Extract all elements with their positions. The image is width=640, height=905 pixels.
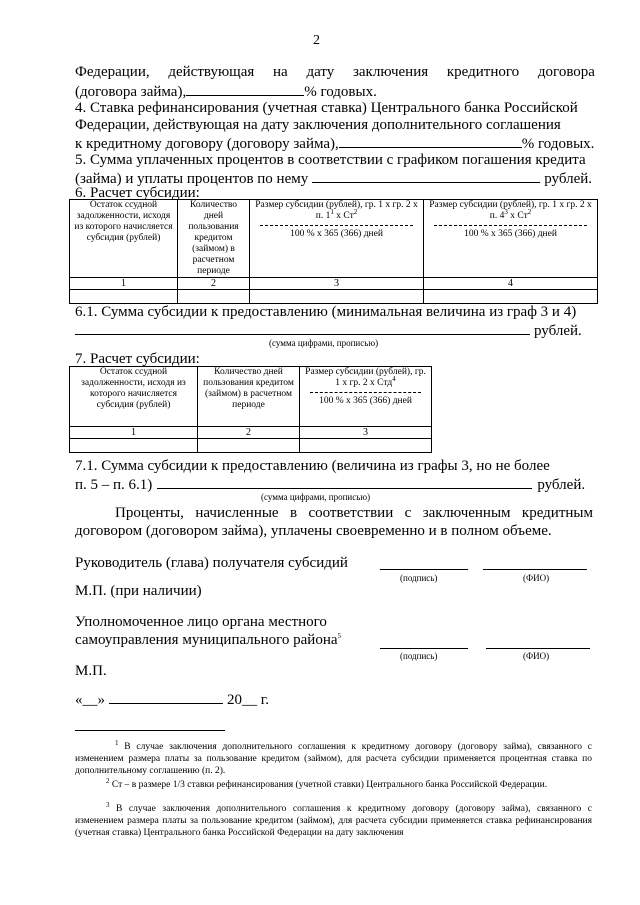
table7-col3-header bbox=[300, 367, 432, 427]
rate-blank-2 bbox=[339, 134, 522, 148]
table6-col4-header bbox=[424, 200, 598, 278]
table6-num-3: 3 bbox=[250, 278, 424, 290]
official-label-sup: 5 bbox=[337, 632, 342, 640]
item61-caption: (сумма цифрами, прописью) bbox=[269, 338, 379, 348]
table6-col4-top: Размер субсидии (рублей), гр. 1 х гр. 2 х п. 4 bbox=[429, 200, 592, 221]
head-label: Руководитель (глава) получателя субсидий bbox=[75, 555, 348, 571]
table6-col1-header: Остаток ссудной задолженности, исходя из которого начисляется субсидия (рублей) bbox=[70, 200, 178, 278]
table7-num-2: 2 bbox=[198, 427, 300, 439]
head-signature-line bbox=[380, 569, 468, 570]
p3-w5: заключения bbox=[352, 64, 429, 80]
head-fio-caption: (ФИО) bbox=[523, 573, 550, 583]
mp-label-2: М.П. bbox=[75, 663, 107, 679]
table6-value-row bbox=[70, 290, 598, 304]
table6-col3-divider bbox=[260, 225, 413, 226]
item71-line2-end: рублей. bbox=[537, 477, 586, 493]
table6-col3-mid: х Ст bbox=[333, 211, 354, 221]
table6-cell-4 bbox=[424, 290, 598, 304]
p3-w6: кредитного bbox=[446, 64, 520, 80]
table6-col4-sup: 3 bbox=[504, 207, 508, 216]
table6-col3-header bbox=[250, 200, 424, 278]
table6-col4-bottom: 100 % х 365 (366) дней bbox=[464, 229, 557, 239]
table6-col3-top: Размер субсидии (рублей), гр. 1 х гр. 2 х п. 1 bbox=[255, 200, 418, 221]
footnote-3-mark: 3 bbox=[106, 800, 110, 809]
footnote-1 bbox=[75, 738, 592, 777]
item7-title: 7. Расчет субсидии: bbox=[75, 351, 200, 367]
item4-line3-end: % годовых. bbox=[521, 136, 595, 152]
item4-line3-start: к кредитному договору (договору займа), bbox=[75, 136, 339, 152]
table6-num-2: 2 bbox=[178, 278, 250, 290]
item5-line2-end: рублей. bbox=[544, 171, 593, 187]
table7-col3-top: Размер субсидии (рублей), гр. 1 х гр. 2 х Стд bbox=[305, 367, 426, 388]
interest-line1: Проценты, начисленные в соответствии с заключенным кредитным bbox=[115, 505, 593, 521]
subsidy-amount-blank-2 bbox=[157, 475, 532, 489]
footnote-3-text: В случае заключения дополнительного соглашения к кредитному договору (договору займа), связанного с изменением размера платы за пользование кредитом (займом), для расчета субсидии применяется ставка рефинансирования (учетная ставка) Центрального банка Российской Федерации на дату заключения bbox=[75, 804, 592, 838]
p3-w7: договора bbox=[537, 64, 595, 80]
rate-blank-1 bbox=[186, 82, 304, 96]
table6-header-row bbox=[70, 200, 598, 278]
table6-num-1: 1 bbox=[70, 278, 178, 290]
table7-cell-2 bbox=[198, 439, 300, 453]
paid-interest-blank bbox=[312, 169, 540, 183]
item61-line1: 6.1. Сумма субсидии к предоставлению (минимальная величина из граф 3 и 4) bbox=[75, 304, 577, 320]
p3-w1: Федерации, bbox=[75, 64, 150, 80]
p3-line1 bbox=[75, 64, 595, 81]
item71-caption: (сумма цифрами, прописью) bbox=[261, 492, 371, 502]
p3-w3: на bbox=[273, 64, 288, 80]
table7-num-3: 3 bbox=[300, 427, 432, 439]
p3-w4: дату bbox=[306, 64, 335, 80]
footnote-1-mark: 1 bbox=[115, 738, 119, 747]
footnote-2 bbox=[75, 776, 592, 791]
table7-col1-header: Остаток ссудной задолженности, исходя из которого начисляется субсидия (рублей) bbox=[70, 367, 198, 427]
table7-value-row bbox=[70, 439, 432, 453]
table6-cell-3 bbox=[250, 290, 424, 304]
item61-line2-end: рублей. bbox=[534, 323, 582, 339]
official-signature-line bbox=[380, 648, 468, 649]
p3-w2: действующая bbox=[168, 64, 255, 80]
table7-header-row bbox=[70, 367, 432, 427]
table6-col4-divider bbox=[434, 225, 587, 226]
footnote-1-text: В случае заключения дополнительного соглашения к кредитному договору (договору займа), связанного с изменением размера платы за пользование кредитом (займом), для расчета субсидии применяется процентная ставка по дополнительному соглашению (п. 2). bbox=[75, 742, 592, 776]
table6-cell-1 bbox=[70, 290, 178, 304]
table7-col3-bottom: 100 % х 365 (366) дней bbox=[319, 396, 412, 406]
footnote-separator bbox=[75, 730, 225, 731]
table6-col2-header: Количество дней пользования кредитом (займом) в расчетном периоде bbox=[178, 200, 250, 278]
date-line bbox=[75, 690, 269, 709]
item71-line1: 7.1. Сумма субсидии к предоставлению (величина из графы 3, но не более bbox=[75, 458, 550, 474]
table7-cell-3 bbox=[300, 439, 432, 453]
interest-line2: договором (договором займа), уплачены своевременно и в полном объеме. bbox=[75, 523, 552, 539]
item4-line2: Федерации, действующая на дату заключения дополнительного соглашения bbox=[75, 117, 561, 133]
subsidy-table-7 bbox=[69, 366, 432, 453]
table6-col4-mid: х Ст bbox=[507, 211, 528, 221]
footnote-2-mark: 2 bbox=[106, 776, 110, 785]
table7-col3-divider bbox=[310, 392, 421, 393]
official-fio-line bbox=[486, 648, 590, 649]
table7-num-1: 1 bbox=[70, 427, 198, 439]
item5-line2-start: (займа) и уплаты процентов по нему bbox=[75, 171, 309, 187]
head-fio-line bbox=[483, 569, 587, 570]
table7-col2-header: Количество дней пользования кредитом (займом) в расчетном периоде bbox=[198, 367, 300, 427]
table6-num-4: 4 bbox=[424, 278, 598, 290]
mp-label-1: М.П. (при наличии) bbox=[75, 583, 202, 599]
table7-cell-1 bbox=[70, 439, 198, 453]
footnote-3 bbox=[75, 800, 592, 839]
p3-line2 bbox=[75, 82, 377, 101]
p3-line2-start: (договора займа), bbox=[75, 84, 187, 100]
official-fio-caption: (ФИО) bbox=[523, 651, 550, 661]
date-month-blank bbox=[109, 690, 223, 704]
item6-title: 6. Расчет субсидии: bbox=[75, 185, 200, 201]
item5-line1: 5. Сумма уплаченных процентов в соответствии с графиком погашения кредита bbox=[75, 152, 586, 168]
item4-line1: 4. Ставка рефинансирования (учетная ставка) Центрального банка Российской bbox=[75, 100, 578, 116]
subsidy-amount-blank-1 bbox=[75, 321, 530, 335]
footnote-2-text: Ст – в размере 1/3 ставки рефинансирования (учетной ставки) Центрального банка Российской Федерации. bbox=[111, 780, 548, 790]
table6-col3-sup: 1 bbox=[330, 207, 334, 216]
date-year: 20__ г. bbox=[227, 692, 269, 708]
table7-col3-sup: 4 bbox=[392, 374, 396, 383]
official-label-line2-text: самоуправления муниципального района bbox=[75, 632, 338, 648]
table6-cell-2 bbox=[178, 290, 250, 304]
page-number: 2 bbox=[313, 33, 320, 48]
item4-line3 bbox=[75, 134, 594, 153]
item71-line2-start: п. 5 – п. 6.1) bbox=[75, 477, 153, 493]
table6-col4-sup2: 2 bbox=[527, 207, 532, 216]
date-day: «__» bbox=[75, 692, 105, 708]
official-label-line1: Уполномоченное лицо органа местного bbox=[75, 614, 327, 630]
table7-number-row bbox=[70, 427, 432, 439]
official-label-line2 bbox=[75, 632, 341, 649]
table6-col3-sup2: 2 bbox=[353, 207, 358, 216]
p3-line2-end: % годовых. bbox=[304, 84, 377, 100]
head-podpis-caption: (подпись) bbox=[400, 573, 438, 583]
table6-number-row bbox=[70, 278, 598, 290]
subsidy-table-6 bbox=[69, 199, 598, 304]
table6-col3-bottom: 100 % х 365 (366) дней bbox=[290, 229, 383, 239]
official-podpis-caption: (подпись) bbox=[400, 651, 438, 661]
